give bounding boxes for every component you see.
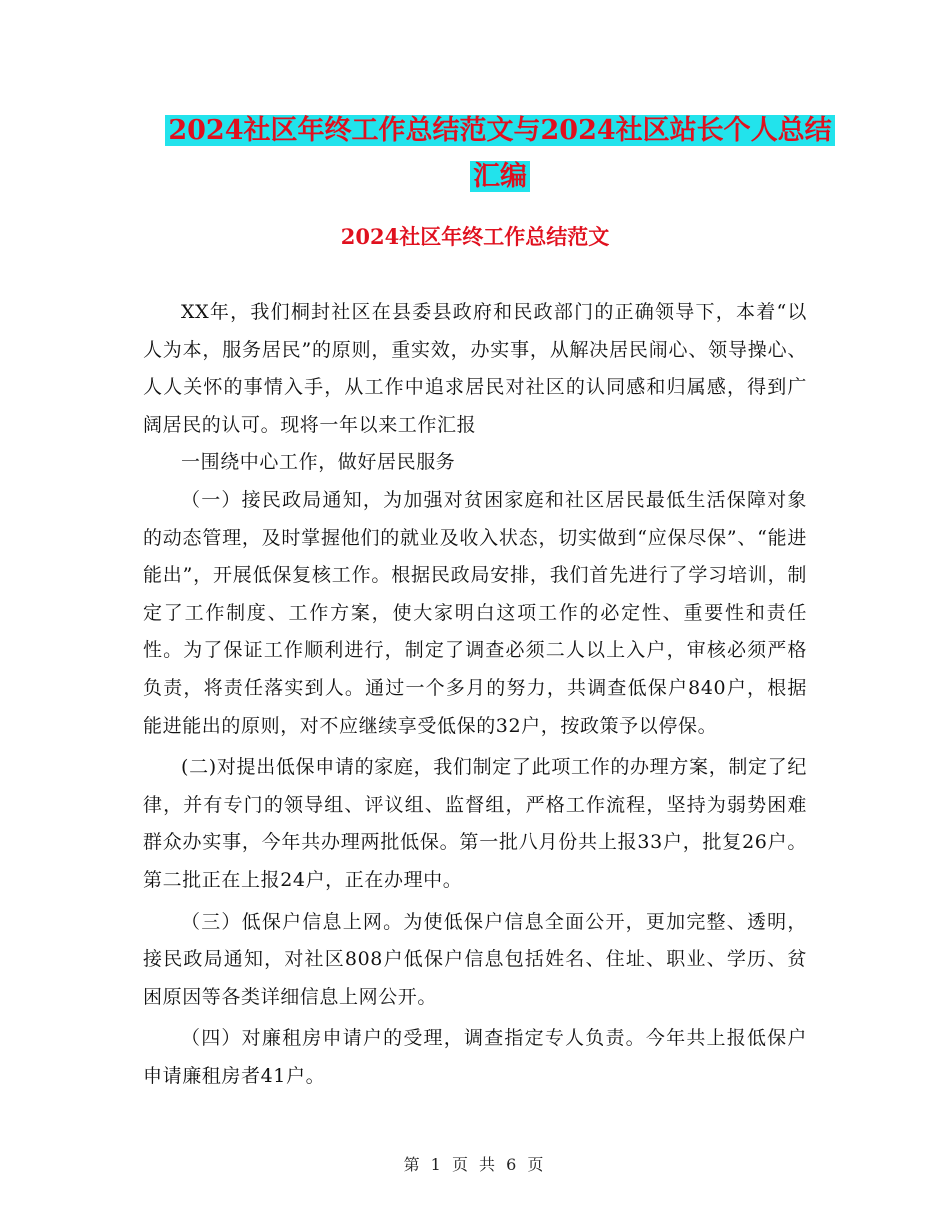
page-footer: 第 1 页 共 6 页 — [403, 1155, 547, 1174]
document-title-line-1: 2024社区年终工作总结范文与2024社区站长个人总结 — [165, 115, 834, 146]
paragraph-item-2: (二)对提出低保申请的家庭，我们制定了此项工作的办理方案，制定了纪律，并有专门的领导组、评议组、监督组，严格工作流程，坚持为弱势困难群众办实事，今年共办理两批低保。第一批八月份共上报33户，批复26户。第二批正在上报24户，正在办理中。 — [143, 756, 807, 891]
section-title: 2024社区年终工作总结范文 — [340, 224, 610, 249]
paragraph-intro: XX年，我们桐封社区在县委县政府和民政部门的正确领导下，本着“以人为本，服务居民”的原则，重实效，办实事，从解决居民闹心、领导操心、人人关怀的事情入手，从工作中追求居民对社区的认同感和归属感，得到广阔居民的认可。现将一年以来工作汇报 — [143, 301, 807, 436]
document-body — [143, 294, 807, 1095]
document-title-line-2: 汇编 — [470, 161, 530, 192]
paragraph-item-4: （四）对廉租房申请户的受理，调查指定专人负责。今年共上报低保户申请廉租房者41户。 — [143, 1027, 807, 1087]
document-title — [150, 108, 850, 200]
paragraph-item-1: （一）接民政局通知，为加强对贫困家庭和社区居民最低生活保障对象的动态管理，及时掌握他们的就业及收入状态，切实做到“应保尽保”、“能进能出”，开展低保复核工作。根据民政局安排，我们首先进行了学习培训，制定了工作制度、工作方案，使大家明白这项工作的必定性、重要性和责任性。为了保证工作顺利进行，制定了调查必须二人以上入户，审核必须严格负责，将责任落实到人。通过一个多月的努力，共调查低保户840户，根据能进能出的原则，对不应继续享受低保的32户，按政策予以停保。 — [143, 488, 807, 737]
paragraph-item-3: （三）低保户信息上网。为使低保户信息全面公开，更加完整、透明，接民政局通知，对社区808户低保户信息包括姓名、住址、职业、学历、贫困原因等各类详细信息上网公开。 — [143, 910, 807, 1008]
paragraph-heading-1: 一围绕中心工作，做好居民服务 — [181, 451, 456, 474]
